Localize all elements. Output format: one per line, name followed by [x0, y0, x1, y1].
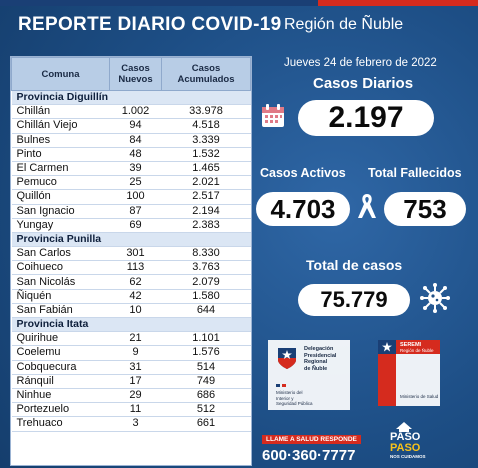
comuna-cell: Quillón [12, 190, 110, 204]
comuna-cell: San Ignacio [12, 204, 110, 218]
ribbon-icon [354, 191, 380, 221]
paso-a-paso-logo [390, 422, 426, 460]
active-cases-value: 4.703 [256, 192, 350, 226]
daily-cases-value: 2.197 [298, 100, 434, 136]
new-cases-cell: 100 [110, 190, 162, 204]
seremi-region: Región de Ñuble [400, 348, 434, 353]
table-row [12, 218, 251, 232]
page-title: REPORTE DIARIO COVID-19 [18, 14, 282, 35]
new-cases-cell: 9 [110, 346, 162, 360]
delegacion-line2: Presidencial [304, 352, 337, 359]
new-cases-cell: 3 [110, 417, 162, 431]
delegacion-line4: de Ñuble [304, 365, 328, 372]
table-row [12, 403, 251, 417]
table-row [12, 161, 251, 175]
col-header-comuna: Comuna [12, 58, 110, 91]
new-cases-cell: 1.002 [110, 105, 162, 119]
comuna-cell: San Fabián [12, 303, 110, 317]
table-row [12, 332, 251, 346]
daily-cases-label: Casos Diarios [313, 75, 414, 92]
new-cases-cell: 21 [110, 332, 162, 346]
table-row [12, 417, 251, 431]
col-header-total: Casos Acumulados [162, 58, 251, 91]
cases-table [11, 57, 251, 432]
province-name: Provincia Itata [12, 318, 251, 332]
new-cases-cell: 31 [110, 360, 162, 374]
table-row [12, 119, 251, 133]
province-row [12, 232, 251, 246]
new-cases-cell: 17 [110, 374, 162, 388]
new-cases-cell: 25 [110, 176, 162, 190]
province-row [12, 91, 251, 105]
table-row [12, 105, 251, 119]
seremi-logo [378, 340, 440, 406]
comuna-cell: Chillán [12, 105, 110, 119]
table-row [12, 204, 251, 218]
comuna-cell: Ninhue [12, 388, 110, 402]
total-cases-cell: 2.383 [162, 218, 251, 232]
total-cases-cell: 1.101 [162, 332, 251, 346]
province-name: Provincia Punilla [12, 232, 251, 246]
ministerio-line1: Ministerio del [276, 390, 303, 395]
delegacion-logo [268, 340, 350, 410]
star-icon [382, 342, 392, 352]
comuna-cell: San Nicolás [12, 275, 110, 289]
total-cases-cell: 661 [162, 417, 251, 431]
new-cases-cell: 94 [110, 119, 162, 133]
table-row [12, 147, 251, 161]
total-cases-cell: 2.021 [162, 176, 251, 190]
total-cases-cell: 1.465 [162, 161, 251, 175]
new-cases-cell: 10 [110, 303, 162, 317]
province-name: Provincia Diguillín [12, 91, 251, 105]
table-row [12, 176, 251, 190]
comuna-cell: Cobquecura [12, 360, 110, 374]
comuna-cell: Ñiquén [12, 289, 110, 303]
comuna-cell: Ránquil [12, 374, 110, 388]
new-cases-cell: 113 [110, 261, 162, 275]
total-cases-cell: 2.194 [162, 204, 251, 218]
delegacion-line1: Delegación [304, 346, 334, 352]
comuna-cell: Portezuelo [12, 403, 110, 417]
new-cases-cell: 11 [110, 403, 162, 417]
comuna-cell: Bulnes [12, 133, 110, 147]
seremi-ministry: Ministerio de Salud [400, 394, 439, 399]
table-header-row [12, 58, 251, 91]
active-cases-label: Casos Activos [260, 166, 346, 180]
new-cases-cell: 42 [110, 289, 162, 303]
report-date: Jueves 24 de febrero de 2022 [284, 57, 437, 69]
table-row [12, 275, 251, 289]
comuna-cell: Quirihue [12, 332, 110, 346]
total-cases-cell: 2.079 [162, 275, 251, 289]
comuna-cell: Pemuco [12, 176, 110, 190]
ministerio-line3: Seguridad Pública [276, 401, 313, 406]
new-cases-cell: 48 [110, 147, 162, 161]
table-row [12, 388, 251, 402]
total-cases-cell: 749 [162, 374, 251, 388]
province-row [12, 318, 251, 332]
total-cases-cell: 2.517 [162, 190, 251, 204]
col-header-new: Casos Nuevos [110, 58, 162, 91]
total-deaths-value: 753 [384, 192, 466, 226]
total-cases-value: 75.779 [298, 284, 410, 316]
table-row [12, 247, 251, 261]
total-cases-cell: 33.978 [162, 105, 251, 119]
ministerio-line2: Interior y [276, 395, 294, 401]
table-row [12, 261, 251, 275]
calendar-icon [260, 103, 286, 129]
table-row [12, 133, 251, 147]
total-cases-cell: 4.518 [162, 119, 251, 133]
total-cases-cell: 1.580 [162, 289, 251, 303]
total-cases-cell: 512 [162, 403, 251, 417]
table-row [12, 346, 251, 360]
chile-shield-icon [276, 346, 298, 370]
comuna-cell: San Carlos [12, 247, 110, 261]
total-cases-cell: 514 [162, 360, 251, 374]
delegacion-line3: Regional [304, 359, 328, 365]
table-row [12, 360, 251, 374]
comuna-cell: Chillán Viejo [12, 119, 110, 133]
phone-caption: LLAME A SALUD RESPONDE [262, 435, 361, 444]
total-cases-cell: 1.576 [162, 346, 251, 360]
comuna-cell: Trehuaco [12, 417, 110, 431]
new-cases-cell: 29 [110, 388, 162, 402]
comuna-cell: Coelemu [12, 346, 110, 360]
table-body [12, 91, 251, 432]
cases-table-panel [10, 56, 252, 466]
new-cases-cell: 69 [110, 218, 162, 232]
region-title: Región de Ñuble [284, 16, 404, 33]
total-cases-cell: 686 [162, 388, 251, 402]
total-cases-label: Total de casos [306, 257, 403, 273]
flag-bar [0, 0, 478, 6]
total-cases-cell: 1.532 [162, 147, 251, 161]
total-cases-cell: 3.763 [162, 261, 251, 275]
new-cases-cell: 62 [110, 275, 162, 289]
table-row [12, 190, 251, 204]
total-cases-cell: 8.330 [162, 247, 251, 261]
total-cases-cell: 3.339 [162, 133, 251, 147]
total-deaths-label: Total Fallecidos [368, 166, 462, 180]
table-row [12, 303, 251, 317]
comuna-cell: Coihueco [12, 261, 110, 275]
total-cases-cell: 644 [162, 303, 251, 317]
salud-responde-banner [262, 428, 361, 464]
new-cases-cell: 84 [110, 133, 162, 147]
paso-line1: PASO [390, 431, 421, 443]
seremi-title: SEREMI [400, 342, 422, 348]
comuna-cell: Pinto [12, 147, 110, 161]
new-cases-cell: 87 [110, 204, 162, 218]
new-cases-cell: 39 [110, 161, 162, 175]
comuna-cell: El Carmen [12, 161, 110, 175]
paso-sub: NOS CUIDAMOS [390, 454, 426, 459]
new-cases-cell: 301 [110, 247, 162, 261]
table-row [12, 289, 251, 303]
phone-number: 600·360·7777 [262, 447, 356, 464]
virus-icon [420, 283, 450, 313]
paso-line2: PASO [390, 442, 421, 454]
comuna-cell: Yungay [12, 218, 110, 232]
table-row [12, 374, 251, 388]
